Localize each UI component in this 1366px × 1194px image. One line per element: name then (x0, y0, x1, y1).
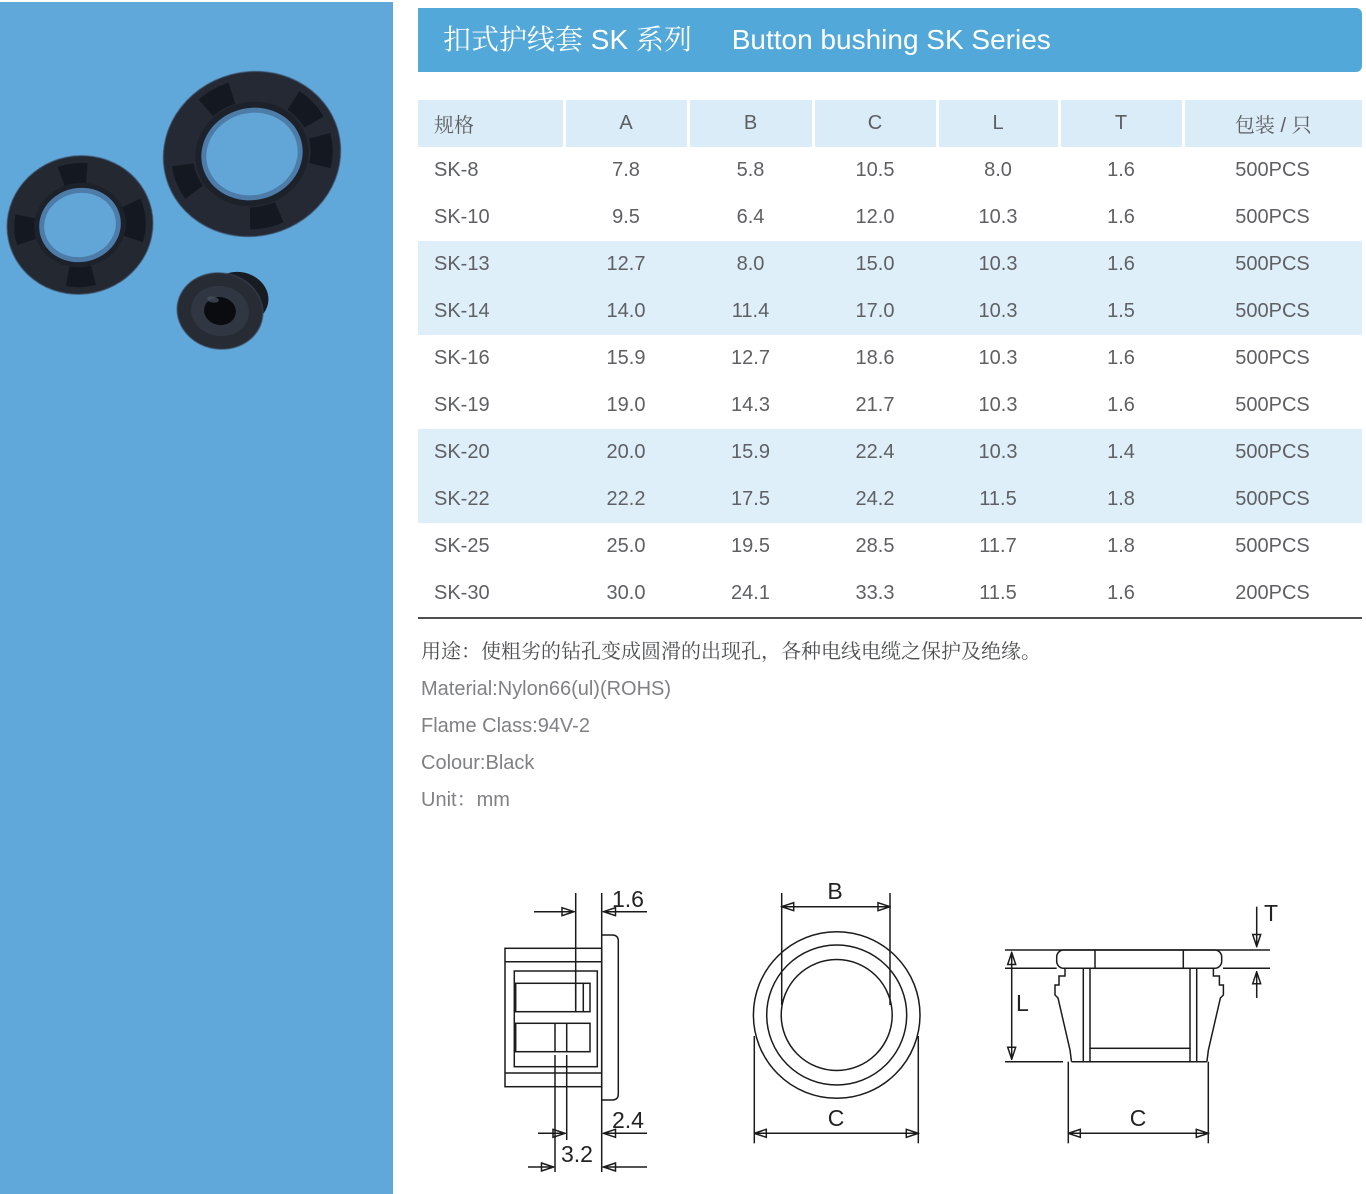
value-cell: 7.8 (612, 159, 640, 181)
left-panel (0, 2, 393, 1194)
value-cell: 33.3 (813, 570, 937, 618)
value-cell: 15.0 (813, 241, 937, 288)
technical-drawings (420, 860, 1366, 1194)
table-row (418, 241, 1362, 288)
value-cell: 1.6 (1107, 159, 1135, 181)
spec-cell: SK-25 (434, 535, 490, 557)
value-cell: 10.5 (855, 159, 895, 181)
value-cell: 10.3 (978, 206, 1018, 228)
value-cell: 25.0 (606, 535, 646, 557)
page-title-en: Button bushing SK Series (731, 24, 1051, 55)
value-cell: 24.1 (688, 570, 813, 618)
value-cell: 1.6 (1107, 206, 1135, 228)
value-cell: 500PCS (1235, 394, 1310, 416)
header-b: B (688, 100, 813, 147)
dim-label-t: T (1264, 900, 1279, 926)
table-row (418, 147, 1362, 194)
value-cell: 24.2 (813, 476, 937, 523)
header-t: T (1059, 100, 1183, 147)
drawing-side-profile (1005, 900, 1278, 1143)
value-cell: 500PCS (1235, 535, 1310, 557)
drawing-front-view (753, 878, 920, 1143)
bushing-small (171, 262, 273, 356)
value-cell: 21.7 (855, 394, 895, 416)
value-cell: 500PCS (1235, 159, 1310, 181)
table-header-row (418, 100, 1362, 147)
value-cell: 14.0 (564, 288, 688, 335)
header-c: C (813, 100, 937, 147)
value-cell: 500PCS (1183, 241, 1362, 288)
value-cell: 8.0 (688, 241, 813, 288)
value-cell: 10.3 (937, 288, 1059, 335)
table-row (418, 476, 1362, 523)
header-package: 包装 / 只 (1183, 100, 1362, 147)
value-cell: 14.3 (731, 394, 770, 416)
value-cell: 11.5 (937, 476, 1059, 523)
value-cell: 12.7 (731, 347, 770, 369)
value-cell: 19.0 (606, 394, 646, 416)
value-cell: 15.9 (688, 429, 813, 476)
note-colour: Colour:Black (421, 752, 535, 774)
value-cell: 22.2 (564, 476, 688, 523)
value-cell: 10.3 (937, 429, 1059, 476)
value-cell: 12.0 (855, 206, 895, 228)
value-cell: 6.4 (736, 206, 765, 228)
value-cell: 28.5 (855, 535, 895, 557)
value-cell: 10.3 (978, 394, 1018, 416)
spec-cell: SK-16 (434, 347, 490, 369)
spec-cell: SK-8 (434, 159, 479, 181)
value-cell: 500PCS (1183, 288, 1362, 335)
note-flame: Flame Class:94V-2 (421, 715, 590, 737)
dim-label-b: B (827, 878, 843, 904)
title-bar (418, 8, 1362, 72)
value-cell: 19.5 (731, 535, 770, 557)
spec-cell: SK-30 (418, 570, 564, 618)
header-spec: 规格 (418, 100, 564, 147)
spec-cell: SK-14 (418, 288, 564, 335)
value-cell: 15.9 (606, 347, 646, 369)
value-cell: 200PCS (1183, 570, 1362, 618)
value-cell: 1.6 (1107, 394, 1135, 416)
dim-label-l: L (1016, 990, 1029, 1016)
spec-cell: SK-20 (418, 429, 564, 476)
dim-label-2-4: 2.4 (612, 1107, 644, 1133)
note-material: Material:Nylon66(ul)(ROHS) (421, 678, 672, 700)
table-row (418, 335, 1362, 382)
value-cell: 500PCS (1235, 206, 1310, 228)
spec-table-body (418, 147, 1362, 618)
value-cell: 20.0 (564, 429, 688, 476)
value-cell: 22.4 (813, 429, 937, 476)
value-cell: 11.7 (979, 535, 1017, 557)
spec-cell: SK-10 (434, 206, 490, 228)
value-cell: 18.6 (855, 347, 895, 369)
value-cell: 11.4 (688, 288, 813, 335)
value-cell: 500PCS (1235, 347, 1310, 369)
spec-cell: SK-22 (418, 476, 564, 523)
value-cell: 1.8 (1107, 535, 1135, 557)
value-cell: 1.6 (1107, 347, 1135, 369)
value-cell: 1.5 (1059, 288, 1183, 335)
value-cell: 11.5 (937, 570, 1059, 618)
value-cell: 9.5 (612, 206, 640, 228)
value-cell: 10.3 (978, 347, 1018, 369)
page-title-zh: 扣式护线套 SK 系列 (443, 24, 692, 55)
dim-label-c-front: C (827, 1105, 845, 1131)
value-cell: 8.0 (984, 159, 1012, 181)
value-cell: 1.6 (1059, 241, 1183, 288)
value-cell: 10.3 (937, 241, 1059, 288)
product-photo (0, 2, 393, 432)
bushing-large (145, 52, 359, 256)
table-row (418, 288, 1362, 335)
value-cell: 12.7 (564, 241, 688, 288)
header-l: L (937, 100, 1059, 147)
table-row (418, 382, 1362, 429)
value-cell: 17.5 (688, 476, 813, 523)
spec-cell: SK-19 (434, 394, 490, 416)
dim-label-3-2: 3.2 (561, 1141, 593, 1167)
bushing-medium (0, 142, 166, 307)
table-row (418, 570, 1362, 618)
table-row (418, 429, 1362, 476)
table-row (418, 194, 1362, 241)
notes-block (421, 640, 1041, 825)
value-cell: 5.8 (736, 159, 765, 181)
value-cell: 1.6 (1059, 570, 1183, 618)
value-cell: 1.4 (1059, 429, 1183, 476)
dim-label-c-profile: C (1129, 1105, 1147, 1131)
value-cell: 30.0 (564, 570, 688, 618)
spec-cell: SK-13 (418, 241, 564, 288)
value-cell: 500PCS (1183, 429, 1362, 476)
value-cell: 500PCS (1183, 476, 1362, 523)
header-a: A (564, 100, 688, 147)
drawing-side-section (505, 886, 647, 1172)
note-unit: Unit：mm (421, 789, 510, 811)
note-usage: 用途：使粗劣的钻孔变成圆滑的出现孔，各种电线电缆之保护及绝缘。 (421, 641, 1041, 663)
value-cell: 1.8 (1059, 476, 1183, 523)
spec-table (418, 100, 1362, 619)
value-cell: 17.0 (813, 288, 937, 335)
table-row (418, 523, 1362, 570)
dim-label-1-6: 1.6 (612, 886, 644, 912)
